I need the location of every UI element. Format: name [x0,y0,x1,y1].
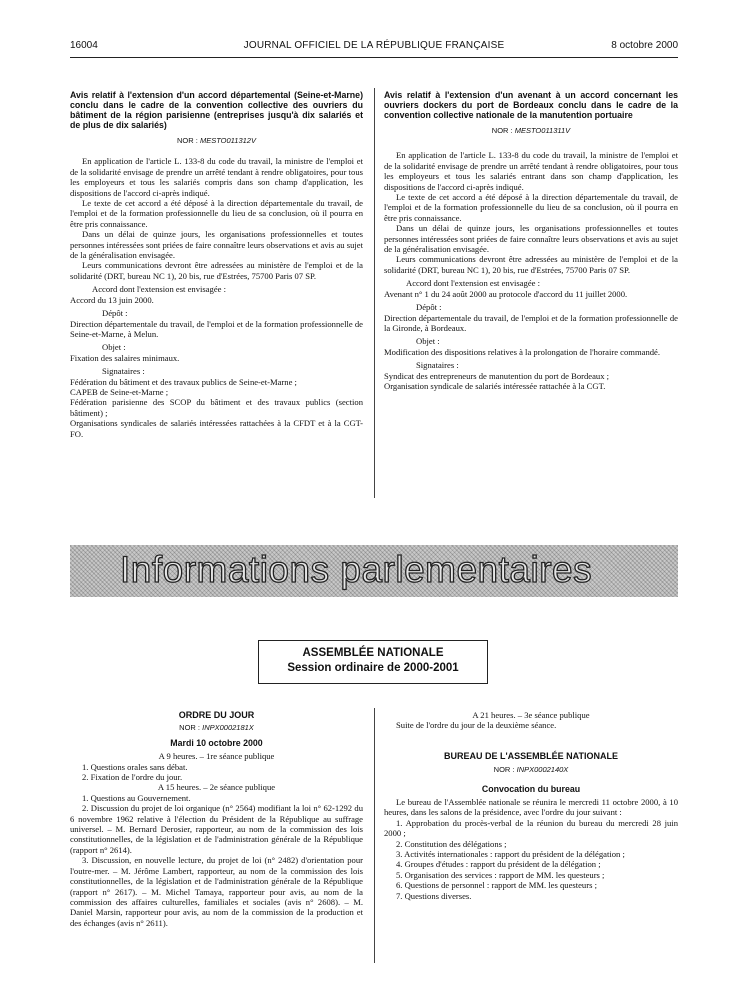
agenda-item: 2. Fixation de l'ordre du jour. [82,772,183,783]
paragraph: Le texte de cet accord a été déposé à la direction départementale du travail, de l'emploi et de la formation professionnelle du lieu de sa conclusion, où il pourra en être pris connaissance. [70,198,363,229]
paragraph: Leurs communications devront être adressées au ministère de l'emploi et de la solidarité (DRT, bureau NC 1), 20 bis, rue d'Estrées, 75700 Paris 07 SP. [70,260,363,281]
accord-value: Avenant n° 1 du 24 août 2000 au protocole d'accord du 11 juillet 2000. [384,288,628,299]
accord-label: Accord dont l'extension est envisagée : [92,284,226,295]
nor-reference: NOR : INPX0002181X [179,723,254,733]
objet-label: Objet : [416,336,440,347]
depot-value: Direction départementale du travail, de l'emploi et de la formation professionnelle de Seine-et-Marne, à Melun. [70,318,363,339]
sitting-text: Suite de l'ordre du jour de la deuxième séance. [396,720,557,731]
section-banner [70,545,678,597]
session-date: Mardi 10 octobre 2000 [170,737,263,748]
assembly-box [258,640,488,684]
depot-value: Direction départementale du travail, de l'emploi et de la formation professionnelle de la Gironde, à Bordeaux. [384,312,678,333]
assembly-title: ASSEMBLÉE NATIONALE [302,647,444,659]
journal-title: JOURNAL OFFICIEL DE LA RÉPUBLIQUE FRANÇAISE [243,40,505,51]
page-header [70,39,678,58]
objet-label: Objet : [102,342,126,353]
bureau-section [384,710,678,901]
depot-label: Dépôt : [102,308,128,319]
agenda-item: 1. Questions au Gouvernement. [82,792,191,803]
page-number: 16004 [70,40,98,51]
paragraph: Le texte de cet accord a été déposé à la direction départementale du travail, de l'emploi et de la formation professionnelle du lieu de sa conclusion, où il pourra en être pris connaissance. [384,192,678,223]
objet-value: Fixation des salaires minimaux. [70,352,180,363]
right-notice [384,90,678,391]
session-title: Session ordinaire de 2000-2001 [287,662,459,674]
objet-value: Modification des dispositions relatives à la prolongation de l'horaire commandé. [384,346,661,357]
column-divider-top [374,88,375,498]
section-heading: ORDRE DU JOUR [178,710,255,720]
paragraph: En application de l'article L. 133-8 du code du travail, la ministre de l'emploi et de la solidarité envisage de prendre un arrêté tendant à rendre obligatoires, pour tous les employeurs et tous les salariés entrant dans son champ d'application, les dispositions de l'accord ci-après indiqué. [384,150,678,192]
sitting-heading: A 21 heures. – 3e séance publique [472,710,590,720]
signataires-label: Signataires : [416,360,459,371]
paragraph: Leurs communications devront être adressées au ministère de l'emploi et de la solidarité (DRT, bureau NC 1), 20 bis, rue d'Estrées, 75700 Paris 07 SP. [384,254,678,275]
nor-reference: NOR : MESTO011311V [491,126,571,135]
banner-title: Informations parlementaires [120,549,593,590]
signatory: Fédération du bâtiment et des travaux publics de Seine-et-Marne ; [70,376,297,387]
signatory: Organisation syndicale de salariés intéressée rattachée à la CGT. [384,380,606,391]
nor-reference: NOR : MESTO011312V [177,136,256,145]
signatory: CAPEB de Seine-et-Marne ; [70,386,169,397]
ordre-du-jour [70,710,363,928]
agenda-item: 3. Activités internationales : rapport du président de la délégation ; [396,849,625,860]
depot-label: Dépôt : [416,302,442,313]
agenda-item: 5. Organisation des services : rapport de MM. les questeurs ; [396,869,605,880]
column-divider-bottom [374,708,375,963]
signataires-label: Signataires : [102,366,145,377]
convocation-intro: Le bureau de l'Assemblée nationale se réunira le mercredi 11 octobre 2000, à 10 heures, dans les salons de la présidence, avec l'ordre du jour suivant : [384,797,678,818]
sitting-heading: A 9 heures. – 1re séance publique [158,751,275,762]
accord-value: Accord du 13 juin 2000. [70,294,154,305]
agenda-item: 7. Questions diverses. [396,890,472,901]
convocation-heading: Convocation du bureau [481,783,581,794]
agenda-item: 1. Questions orales sans débat. [82,761,188,772]
agenda-item: 1. Approbation du procès-verbal de la réunion du bureau du mercredi 28 juin 2000 ; [384,817,678,839]
signatory: Organisations syndicales de salariés intéressées rattachées à la CFDT et à la CGT-FO. [70,418,363,439]
agenda-item: 6. Questions de personnel : rapport de MM. les questeurs ; [396,880,597,891]
signatory: Syndicat des entrepreneurs de manutention du port de Bordeaux ; [384,370,610,381]
sitting-heading: A 15 heures. – 2e séance publique [157,782,276,793]
paragraph: En application de l'article L. 133-8 du code du travail, la ministre de l'emploi et de la solidarité envisage de prendre un arrêté tendant à rendre obligatoires, pour tous les employeurs et tous les salariés compris dans son champ d'application, les dispositions de l'accord ci-après indiqué. [70,156,363,198]
agenda-item: 2. Discussion du projet de loi organique (n° 2564) modifiant la loi n° 62-1292 du 6 novembre 1962 relative à l'élection du Président de la République au suffrage universel. – M. Bernard Derosier, rapporteur, au nom de la commission des lois constitutionnelles, de la législation et de l'administration générale de la République (rapport n° 2614). [70,803,363,855]
notice-title: Avis relatif à l'extension d'un accord départemental (Seine-et-Marne) conclu dans le cadre de la convention collective des ouvriers du bâtiment de la région parisienne (entreprises jusqu'à dix salariés et de plus de dix salariés) [70,90,363,130]
left-notice [70,90,363,439]
agenda-item: 4. Groupes d'études : rapport du président de la délégation ; [396,859,601,870]
notice-title: Avis relatif à l'extension d'un avenant à un accord concernant les ouvriers dockers du port de Bordeaux conclu dans le cadre de la convention collective nationale de la manutention portuaire [384,90,678,120]
paragraph: Dans un délai de quinze jours, les organisations professionnelles et toutes personnes intéressées sont priées de faire connaître leurs observations et avis au sujet de la généralisation envisagée. [384,223,678,255]
agenda-item: 3. Discussion, en nouvelle lecture, du projet de loi (n° 2482) d'orientation pour l'outre-mer. – M. Jérôme Lambert, rapporteur, au nom de la commission des lois constitutionnelles, de la législation et de l'administration générale de la République (rapport n° 2617). – M. Michel Tamaya, rapporteur pour avis, au nom de la commission des affaires culturelles, familiales et sociales (avis n° 2608). – M. Daniel Marsin, rapporteur pour avis, au nom de la commission de la production et des échanges (avis n° 2611). [70,855,363,928]
agenda-item: 2. Constitution des délégations ; [396,838,507,849]
nor-reference: NOR : INPX0002140X [493,765,569,775]
section-heading: BUREAU DE L'ASSEMBLÉE NATIONALE [444,750,618,761]
signatory: Fédération parisienne des SCOP du bâtiment et des travaux publics (section bâtiment) ; [70,397,363,418]
paragraph: Dans un délai de quinze jours, les organisations professionnelles et toutes personnes intéressées sont priées de faire connaître leurs observations et avis au sujet de la généralisation envisagée. [70,229,363,261]
accord-label: Accord dont l'extension est envisagée : [406,278,540,289]
issue-date: 8 octobre 2000 [611,40,678,51]
